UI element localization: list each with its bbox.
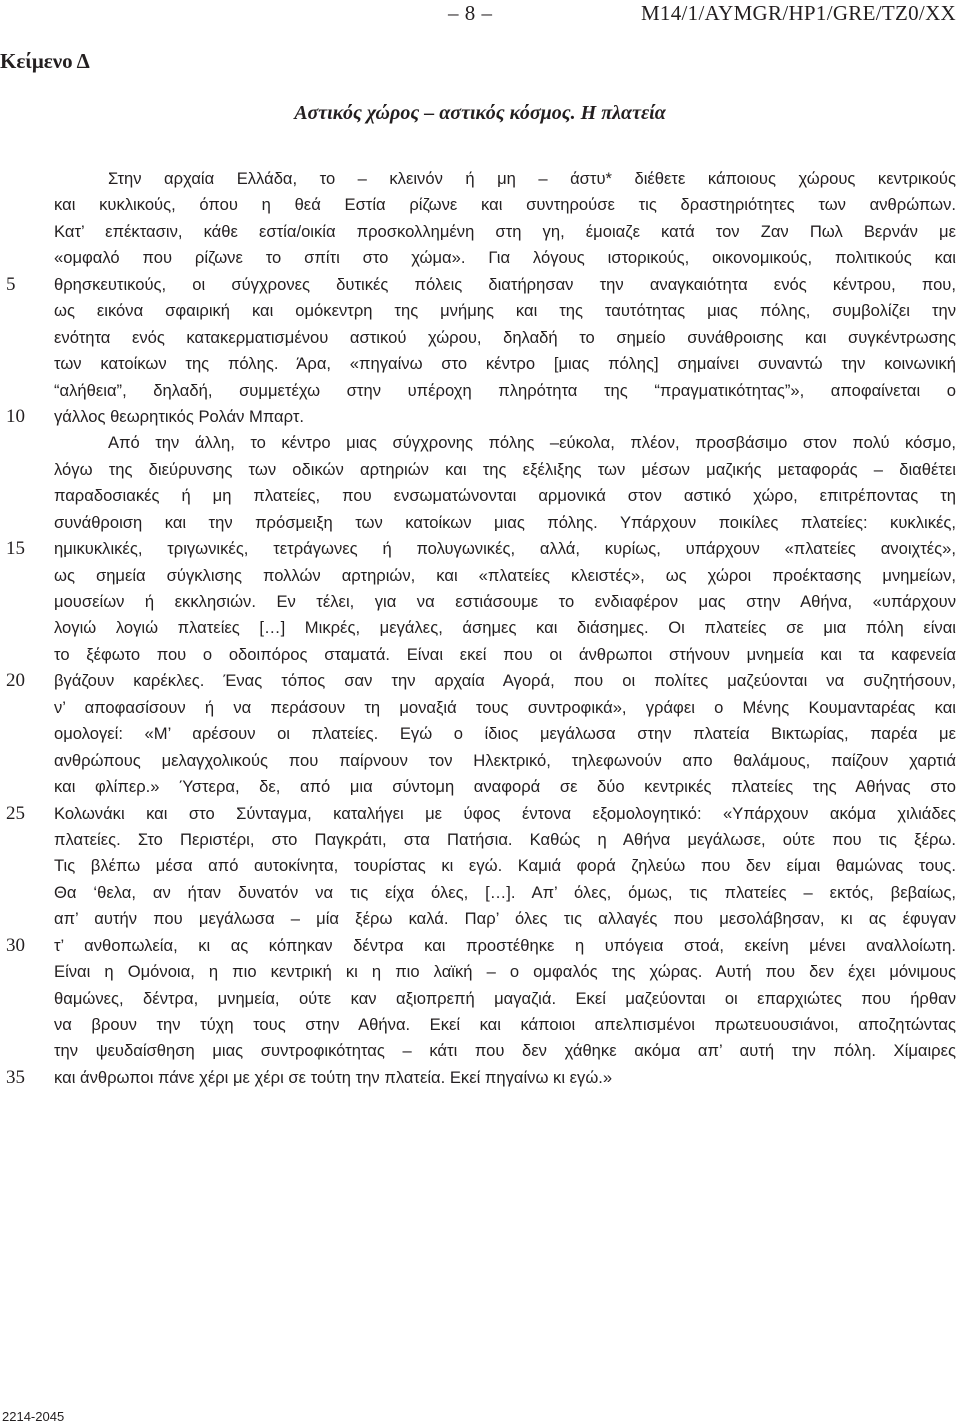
passage-title: Αστικός χώρος – αστικός κόσμος. Η πλατεία [294,102,666,124]
line-text: ομολογεί: «Μ’ αρέσουν οι πλατείες. Εγώ ο ίδιος μεγάλωσα στην πλατεία Βικτωρίας, παρέα με [54,724,956,744]
passage-line [0,483,960,509]
line-text: “αλήθεια”, δηλαδή, συμμετέχω στην υπέροχη πληρότητα της “πραγματικότητας”», αποφαίνεται ο [54,380,956,400]
line-number: 25 [6,802,25,824]
passage-line [0,192,960,218]
line-text: την ψευδαίσθηση μιας συντροφικότητας – κάτι που δεν χάθηκε ακόμα απ’ αυτή την πόλη. Χίμαιρες [54,1041,956,1061]
passage-line [0,351,960,377]
passage-line [0,404,960,430]
passage-line [0,801,960,827]
line-number: 5 [6,273,16,295]
line-text: θαμώνες, δέντρα, μνημεία, ούτε καν αξιοπρεπή μαγαζιά. Εκεί μαζεύονται οι επαρχιώτες που ήρθαν [54,988,956,1008]
line-text: ενότητα ενός κατακερματισμένου αστικού χώρου, δηλαδή το σημείο συνάθροισης και συγκέντρωσης [54,327,956,347]
line-text: και κυκλικούς, όπου η θεά Εστία ρίζωνε και συντηρούσε τις δραστηριότητες των ανθρώπων. [54,195,956,215]
line-text: συνάθροιση και την πρόσμειξη των κατοίκων μιας πόλης. Υπάρχουν ποικίλες πλατείες: κυκλικές, [54,512,956,532]
passage-line [0,827,960,853]
passage-line [0,986,960,1012]
line-text: των κατοίκων της πόλης. Άρα, «πηγαίνω στο κέντρο [μιας πόλης] σημαίνει συναντώ την κοινωνική [54,354,956,374]
line-text: και άνθρωποι πάνε χέρι με χέρι σε τούτη την πλατεία. Εκεί πηγαίνω κι εγώ.» [54,1067,613,1087]
line-text: Είναι η Ομόνοια, η πιο κεντρική κι η πιο λαϊκή – ο ομφαλός της χώρας. Αυτή που δεν έχει μόνιμους [54,962,956,982]
passage-line [0,219,960,245]
line-text: παραδοσιακές ή μη πλατείες, που ενσωματώνονται αρμονικά στον αστικό χώρο, επιτρέποντας τη [54,486,956,506]
line-text: βγάζουν καρέκλες. Ένας τόπος σαν την αρχαία Αγορά, που οι πολίτες μαζεύονται να συζητήσουν, [54,671,956,691]
line-number: 10 [6,405,25,427]
line-text: Τις βλέπω μέσα από αυτοκίνητα, τουρίστας κι εγώ. Καμιά φορά ζηλεύω που δεν είμαι θαμώνας τους. [54,856,956,876]
passage-line [0,430,960,456]
line-text: να βρουν την τύχη τους στην Αθήνα. Εκεί και κάποιοι απελπισμένοι πρωτευουσιάνοι, αποζητώντας [54,1015,956,1034]
line-text: Θα ‘θελα, αν ήταν δυνατόν να τις είχα όλες, […]. Απ’ όλες, όμως, τις πλατείες – εκτός, βεβαίως, [54,882,956,902]
passage-line [0,457,960,483]
line-number: 15 [6,538,25,560]
passage-line [0,906,960,932]
passage-line [0,1065,960,1091]
line-text: Κατ’ επέκτασιν, κάθε εστία/οικία προσκολλημένη στη γη, έμοιαζε κατά τον Ζαν Πωλ Βερνάν με [54,221,956,241]
line-text: ως σημεία σύγκλισης πολλών αρτηριών, και «πλατείες κλειστές», ως χώροι προέκτασης μνημείων, [54,565,956,585]
section-label: Κείμενο Δ [0,49,90,73]
line-text: Από την άλλη, το κέντρο μιας σύγχρονης πόλης –εύκολα, πλέον, προσβάσιμο στον πολύ κόσμο, [108,433,956,453]
passage-line [0,748,960,774]
passage-line [0,642,960,668]
passage-line [0,272,960,298]
passage-line [0,245,960,271]
passage-line [0,933,960,959]
passage-line [0,166,960,192]
passage-line [0,615,960,641]
passage-line [0,959,960,985]
passage-line [0,853,960,879]
page-number: – 8 – [448,1,493,25]
passage-line [0,510,960,536]
line-text: πλατείες. Στο Περιστέρι, στο Παγκράτι, στα Πατήσια. Καθώς η Αθήνα μεγάλωσε, ούτε που τις ξέρω. [54,829,956,849]
passage-line [0,774,960,800]
line-number: 35 [6,1066,25,1088]
line-text: «ομφαλό που ρίζωνε το σπίτι στο χώμα». Για λόγους ιστορικούς, οικονομικούς, πολιτικούς και [54,248,956,268]
line-text: και φλίπερ.» Ύστερα, δε, από μια σύντομη αναφορά σε δύο κεντρικές πλατείες της Αθήνας στο [54,777,956,797]
line-number: 20 [6,670,25,692]
passage-line [0,298,960,324]
line-text: ν’ αποφασίσουν ή να περάσουν τη μοναξιά τους συντροφικά», γράφει ο Μένης Κουμανταρέας και [54,697,956,717]
passage-line [0,1038,960,1064]
passage-line [0,1012,960,1038]
line-text: Κολωνάκι και στο Σύνταγμα, καταλήγει με ύφος έντονα εξομολογητικό: «Υπάρχουν ακόμα χιλιάδες [54,803,956,823]
paper-code: M14/1/AYMGR/HP1/GRE/TZ0/XX [640,1,956,25]
passage-line [0,721,960,747]
footer-code: 2214-2045 [2,1409,65,1424]
line-text: ως εικόνα σφαιρική και ομόκεντρη της μνήμης και της ταυτότητας μιας πόλης, συμβολίζει την [54,301,956,321]
passage-body [0,166,960,1091]
line-text: ημικυκλικές, τριγωνικές, τετράγωνες ή πολυγωνικές, αλλά, κυρίως, υπάρχουν «πλατείες ανοιχτές», [54,539,956,559]
passage-line [0,325,960,351]
line-text: το ξέφωτο που ο οδοιπόρος σταματά. Είναι εκεί που οι άνθρωποι στήνουν μνημεία και τα καφενεία [54,644,956,664]
passage-line [0,880,960,906]
passage-line [0,563,960,589]
line-text: λόγω της διεύρυνσης των οδικών αρτηριών και της εξέλιξης των μέσων μαζικής μεταφοράς – διαθέτει [54,459,956,479]
passage-line [0,668,960,694]
line-text: γάλλος θεωρητικός Ρολάν Μπαρτ. [54,406,305,426]
line-text: θρησκευτικούς, οι σύγχρονες δυτικές πόλεις διατήρησαν την αναγκαιότητα ενός κέντρου, που, [54,274,956,294]
passage-line [0,378,960,404]
passage-line [0,589,960,615]
passage-line [0,695,960,721]
passage-line [0,536,960,562]
line-text: μουσείων ή εκκλησιών. Εν τέλει, για να εστιάσουμε το ενδιαφέρον μας στην Αθήνα, «υπάρχουν [54,592,956,611]
line-text: απ’ αυτήν που μεγάλωσα – μία ξέρω καλά. Παρ’ όλες τις αλλαγές που μεσολάβησαν, κι ας έφυγαν [54,909,956,929]
line-text: λογιώ λογιώ πλατείες […] Μικρές, μεγάλες, άσημες και διάσημες. Οι πλατείες σε μια πόλη είναι [54,618,956,638]
line-text: τ’ ανθοπωλεία, κι ας κόπηκαν δέντρα και προστέθηκε η υπόγεια στοά, εκείνη μένει αναλλοίωτη. [54,935,956,955]
line-text: Στην αρχαία Ελλάδα, το – κλεινόν ή μη – άστυ* διέθετε κάποιους χώρους κεντρικούς [108,169,956,188]
line-text: ανθρώπους μελαγχολικούς που παίρνουν τον Ηλεκτρικό, τηλεφωνούν απο θαλάμους, παίζουν χαρτιά [54,750,956,770]
line-number: 30 [6,934,25,956]
